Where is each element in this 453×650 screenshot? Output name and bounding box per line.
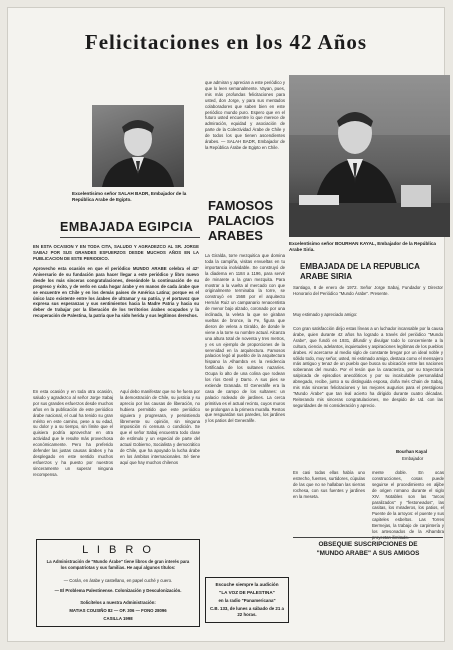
libro-body: La Administración de "Mundo Árabe" tiene libros de gran interés para los compatriotas y sus familias. He aquí algunos títulos: [46, 559, 190, 570]
portrait-figure-icon [92, 105, 184, 187]
radio-show: "LA VOZ DE PALESTINA" [219, 590, 275, 595]
ambassador-egypt-photo [92, 105, 184, 187]
egypt-column-1: En esta ocasión y en toda otra ocasión, saludo y agradezco al señor Jorge Sabaj por sus grandes esfuerzos desde muchos años en la publicación de este periódico árabe nacional, el cual ha tenido su gran mérito en este camino, pese a su edad, su dolor y a su tiempo, sin límite que el quisiera podría aprovechar en otra actividad que le resulte más provechosa económicamente. Pero ha preferido defender las justas causas árabes y ha desplegado en este sentido muchos esfuerzos y ha puesto por nuestros sinceramente un superar ninguna recompensa. [33, 389, 113, 477]
syria-photo-caption: Excelentísimo señor BOURHAN KAYAL, Embajador de la República Arabe Siria. [289, 241, 436, 252]
libro-item-5: CASILLA 1998 [103, 616, 133, 621]
syria-salutation: Santiago, 8 de enero de 1972. Señor Jorge Sabaj, Fundador y Director Honorario del Periódico "Mundo Árabe". Presente. [293, 285, 443, 296]
egypt-heading: EMBAJADA EGIPCIA [60, 220, 194, 234]
ambassador-syria-photo [289, 75, 450, 237]
egypt-intro: Aprovecho esta ocasión en que el periódico MUNDO ARABE celebra el 42° Aniversario de su fundación para hacer llegar a este periódico y libro nuevo desde los más sinceras congratulaciones, deseándole la continuación de su progreso y éxito, y de verlo en cada hogar árabe y en manos de cada árabe que se encuentre en Chile y en los demás países de América Latina; porque es el único lazo existente entre los árabes de ultramar y su patria, y el portavoz que expresa sus esperanzas y sus sentimientos hacia la Madre Patria y hacia su deber de trabajar por la liberación de los territorios árabes ocupados y la recuperación de Palestina, la patria que ha sido herida y sus legítimos derechos. [33, 266, 199, 319]
newspaper-page [7, 7, 445, 642]
egypt-photo-caption: Excelentísimo señor SALAH BADR, Embajador de la República Arabe de Egipto. [72, 191, 187, 202]
famosos-text: La Giralda, torre mezquitica que domina toda la campiña, visitas envueltas en tu importancia inolvidable. Se construyó de la diadema en 1184 a 1196, para servir de minarete a la gran mezquita. Para mostrar a la vuelta al mercado con que originalmente terminaba la torre, se construyó en 1568 por el arquitecto Hernán Ruiz un campanario renacentista de menor bajo alzado, coronado por una inclinada, la veleta la que se giraban vueltas de bronce, la Fe, figura que dieron de velera a Giraldo, de donde le viene a la torre su nombre actual. Alcanza una altura total de noventa y tres metros, y es un ejemplo de proporciones de la serenidad en la arquitectura. Famosos palacios legó al pueblo de la arquitectura hispano la Alhambra es la residencia fortificada de los sultanes nazaríes. Ocupa lo alto de una colina que rodean los ríos Genil y Darro. A sus pies se extiende Granada. El Generalife era la casa de campo de los sultanes: un palacio rodeado de jardines. La cerca primitiva es el actual recinto, cuyos muros se prolongan a la primera muralla. Restos que resguardan sus paredes, los jardines y los patios del Generalife. [205, 253, 286, 424]
famosos-heading-line-3: ARABES [208, 228, 263, 243]
radio-heading: Escuche siempre la audición [215, 582, 279, 587]
syria-signature-name: Bourhan Kayal [396, 449, 427, 454]
libro-item-1: — Corán, en árabe y castellano, en papel cuché y cuero. [63, 578, 173, 583]
libro-item-4: MATIAS COUSIÑO 82 — OF. 306 — FONO 28096 [69, 608, 167, 613]
egypt-column-2: Aquí debo manifestar que no he fuera por la demostración de Chile, su justicia y su aprecio por las causas de liberación, no hubiera permitido que este periódico siguiera y progresara, y persistiendo libremente su opinión, sin ninguna imposición ni censura o condición. Se que el señor Sabaj encuentra todo clase de estímulo y un especial de parte del actual Gobierno, Socialista y democrático de Chile, que ha apoyado la lucha árabe en los ámbitos internacionales. Sé tiene aquí que hay muchos chilenos [120, 389, 200, 465]
libro-item-2: — El Problema Palestinense. Colonización y Desculonización. [54, 588, 182, 593]
libro-heading: L I B R O [82, 544, 154, 556]
egypt-closing-text: que admiran y aprecian a este periódico y que lo leen semanalmente. Vayan, pues, mis más profundas felicitaciones para usted, don Jorge, y para sus mentados colaboradores que saben bien en este periódico mundo puro. Espero que en el futuro usted encuentre lo que merece de admiración, equidad y asociación de parte de la Colectividad Árabe de Chile y de todos los que tienen ascendientes árabes. — SALAH BADR, Embajador de la República Árabe de Egipto en Chile. [205, 80, 285, 150]
famosos-heading-line-1: FAMOSOS [208, 198, 274, 213]
radio-schedule: C.B. 133, de lunes a sábado de 21 a 22 horas. [210, 606, 284, 617]
famosos-heading-line-2: PALACIOS [208, 213, 275, 228]
syria-signature-title: Embajador [402, 456, 424, 461]
famosos-heading [208, 198, 274, 243]
page-title: Felicitaciones en los 42 Años [84, 30, 368, 54]
obsequie-line-1: OBSEQUIE SUSCRIPCIONES DE [318, 541, 418, 548]
radio-station: en la radio "Panamericana" [218, 598, 276, 603]
obsequie-top-rule [293, 537, 443, 538]
egypt-heading-underline [60, 237, 200, 238]
syria-greeting: Muy estimado y apreciado amigo: [293, 312, 358, 317]
portrait-figure-icon [289, 75, 450, 237]
palacios-column-3: mente doble. En ocas construcciones, cosas puede seguirse el procedimiento en aljibe de origen romano durante el siglo XIV. Notables son las "arcos paralizados" y "festoneados", las casitas, los miraderos, los patios, el Puente de la arroyos: el puente y sus capiteles esbeltos. Las Torres Bermejas, la trabajo de carpintería y los artesonados de la Alhambra [372, 470, 444, 535]
syria-letter-body: Con gran satisfacción dirijo estas líneas a un luchador incansable por la causa árabe, quien durante 42 años ha logrado a través del periódico "Mundo Árabe", que fundó en 1931, difundir y divulgar todo lo concerniente a la cultura, ciencia, adelantos, inquietudes y aspiraciones legítimas de los pueblos árabes. Al acercarse al medio siglo de constante bregar por un ideal noble y sólido todo, muy señor, usted, mi estimado amigo, destaca como el mensajero más antiguo y tenaz de un pueblo que busca su ubicación entre las naciones soberanas del mundo. Por el tesón que la caracteriza, por su trayectoria salpicada de episodios anecdóticos y por su incalculable personalidad abnegado, recibe, junto a su distinguida esposa, doña Inés Chain de Sabaj, mis más sinceras felicitaciones y los mejores augurios para el prestigioso "Mundo Árabe" que tan leal acierto ha dirigido durante cuatro décadas. Reiterando mis sinceras congratulaciones, me despido de Ud. con las seguridades de mi consideración y aprecio. [293, 326, 444, 408]
obsequie-line-2: "MUNDO ARABE" A SUS AMIGOS [316, 550, 420, 557]
egypt-lead: EN ESTA OCASION Y EN TODA CITA, SALUDO Y AGRADEZCO AL SR. JORGE SABAJ POR SUS GRANDES ESFUERZOS DESDE MUCHOS AÑOS EN LA PUBLICACION DE ESTE PERIODICO. [33, 244, 199, 261]
palacios-column-2: En casi todas ellas había uno estrecho, fuentes, surtidores, cúpulas de las que no se hallaban las sierras rochesa, con sus fuentes y jardines en la meseta. [293, 470, 365, 499]
syria-heading: EMBAJADA DE LA REPUBLICA ARABE SIRIA [300, 262, 420, 281]
libro-item-3: Solicítelos a nuestra Administración: [80, 600, 156, 605]
